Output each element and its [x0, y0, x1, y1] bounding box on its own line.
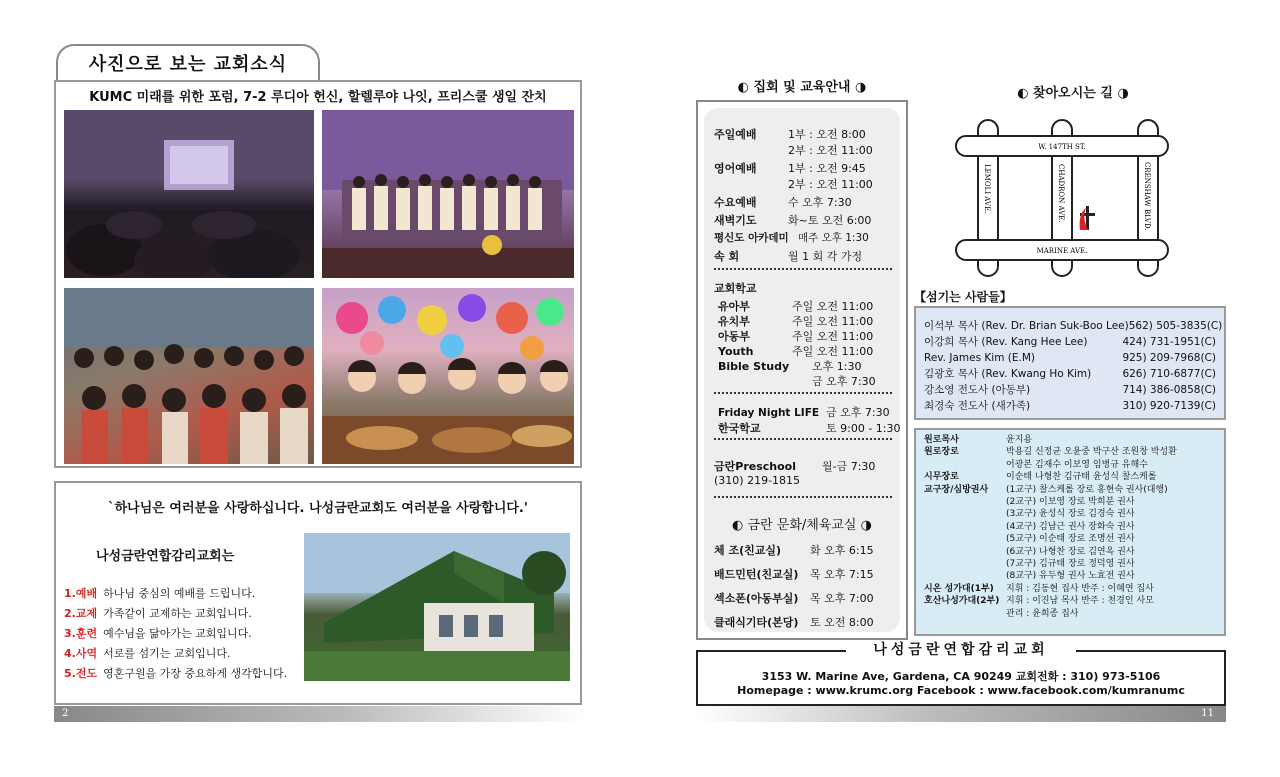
church-intro-title: 나성금란연합감리교회는: [96, 549, 235, 564]
schedule-row: 영어예배 1부 : 오전 9:45: [714, 162, 866, 175]
street-label: W. 147TH ST.: [1038, 143, 1086, 151]
dotted-divider: [714, 268, 892, 270]
elder-row: (8교구) 유두형 권사 노효전 권사: [1006, 571, 1135, 582]
culture-title: ◐ 금란 문화/체육교실 ◑: [732, 518, 872, 533]
street-label: CHADRON AVE.: [1057, 164, 1065, 223]
servant-row: 이석부 목사 (Rev. Dr. Brian Suk-Boo Lee) 562) 505-3835(C): [924, 320, 1223, 332]
church-web: Homepage : www.krumc.org Facebook : www.facebook.com/kumranumc: [737, 684, 1185, 697]
schedule-row: 금 오후 7:30: [812, 375, 876, 388]
street-label: CRENSHAW BLVD.: [1143, 162, 1151, 231]
map-title: ◐ 찾아오시는 길 ◑: [1017, 86, 1129, 101]
servant-row: 강소영 전도사 (아동부) 714) 386-0858(C): [924, 384, 1216, 396]
elder-row: 원로목사 윤지용: [924, 435, 1033, 445]
schedule-row: 한국학교 토 9:00 - 1:30: [718, 422, 901, 435]
church-slogan: `하나님은 여러분을 사랑하십니다. 나성금란교회도 여러분을 사랑합니다.': [108, 501, 528, 516]
schedule-row: 2부 : 오전 11:00: [788, 178, 873, 191]
elder-row: 관리 : 윤희종 집사: [1006, 608, 1079, 619]
schedule-row: Friday Night LIFE 금 오후 7:30: [718, 406, 890, 419]
schedule-row: 평신도 아카데미 매주 오후 1:30: [714, 232, 869, 244]
elder-row: (7교구) 김규태 장로 정덕영 권사: [1006, 559, 1135, 570]
motto-item: 3.훈련 예수님을 닮아가는 교회입니다.: [64, 627, 252, 640]
schedule-title: ◐ 집회 및 교육안내 ◑: [737, 80, 867, 95]
photo-gallery: [54, 80, 582, 468]
motto-item: 1.예배 하나님 중심의 예배를 드립니다.: [64, 587, 256, 600]
servants-list: [914, 306, 1226, 420]
school-title: 교회학교: [714, 282, 757, 295]
page-number-left: 2: [54, 706, 582, 722]
church-name-banner: [696, 640, 1226, 660]
servant-row: 최경숙 전도사 (새가족) 310) 920-7139(C): [924, 400, 1216, 412]
photo-caption: KUMC 미래를 위한 포럼, 7-2 루디아 헌신, 할렐루야 나잇, 프리스쿨 생일 잔치: [89, 90, 547, 105]
elder-row: 시온 성가대(1부) 지휘 : 김동현 집사 반주 : 이혜연 집사: [924, 583, 1154, 594]
photo-forum: [64, 110, 314, 278]
elder-row: 시무장로 이순태 나형찬 김규태 윤성식 찰스케롤: [924, 472, 1157, 483]
servant-row: 김광호 목사 (Rev. Kwang Ho Kim) 626) 710-6877(C): [924, 368, 1216, 380]
street-label: LEMOLI AVE.: [983, 164, 991, 214]
schedule-row: 아동부 주일 오전 11:00: [718, 330, 874, 343]
photo-preschool-birthday: [322, 288, 574, 464]
elder-row: (4교구) 김남근 권사 장화숙 권사: [1006, 521, 1135, 532]
servant-row: Rev. James Kim (E.M) 925) 209-7968(C): [924, 352, 1216, 364]
schedule-row: Youth 주일 오전 11:00: [718, 345, 874, 358]
photo-hallelujah-night: [64, 288, 314, 464]
elder-row: 호산나성가대(2부) 지휘 : 이진남 목사 반주 : 천경인 사모: [924, 596, 1154, 607]
schedule-row: 새벽기도 화~토 오전 6:00: [714, 214, 872, 227]
preschool-phone: (310) 219-1815: [714, 474, 801, 487]
elder-row: (5교구) 이순태 장로 조명선 권사: [1006, 534, 1135, 545]
schedule-row: 유아부 주일 오전 11:00: [718, 300, 874, 313]
schedule-row: 속 회 월 1 회 각 가정: [714, 250, 863, 263]
motto-item: 5.전도 영혼구원을 가장 중요하게 생각합니다.: [64, 667, 288, 680]
schedule-row: 섹소폰(아동부실) 목 오후 7:00: [714, 592, 874, 605]
schedule-row: Bible Study 오후 1:30: [718, 360, 862, 373]
schedule-row: 클래식기타(본당) 토 오전 8:00: [714, 616, 874, 629]
schedule-row: 유치부 주일 오전 11:00: [718, 315, 874, 328]
street-label: MARINE AVE.: [1036, 247, 1088, 255]
directions-map: [952, 118, 1174, 278]
schedule-row: 배드민턴(친교실) 목 오후 7:15: [714, 568, 874, 581]
schedule-row: 2부 : 오전 11:00: [788, 144, 873, 157]
elder-row: (6교구) 나형찬 장로 김연옥 권사: [1006, 546, 1135, 557]
schedule-panel: [696, 100, 908, 640]
photo-lydia-choir: [322, 110, 574, 278]
dotted-divider: [714, 438, 892, 440]
motto-item: 2.교제 가족같이 교제하는 교회입니다.: [64, 607, 252, 620]
church-address: 3153 W. Marine Ave, Gardena, CA 90249 교회전화 : 310) 973-5106: [761, 670, 1161, 683]
elder-row: 원로장로 박용길 신정균 오윤중 박구산 조원창 박성환: [924, 447, 1177, 458]
motto-item: 4.사역 서로를 섬기는 교회입니다.: [64, 647, 231, 660]
elder-row: 교구장/심방권사 (1교구) 찰스케롤 장로 홍현숙 권사(대행): [924, 484, 1168, 495]
elder-row: 어광본 김재수 이보영 임병규 유해수: [1006, 459, 1148, 470]
servant-row: 이강희 목사 (Rev. Kang Hee Lee) 424) 731-1951(C): [924, 336, 1216, 348]
schedule-row: 금란Preschool 월-금 7:30: [714, 460, 876, 473]
church-intro: [54, 481, 582, 705]
divider: [696, 650, 846, 652]
page-number-right: 11: [696, 706, 1226, 722]
dotted-divider: [714, 496, 892, 498]
divider: [1076, 650, 1226, 652]
schedule-row: 주일예배 1부 : 오전 8:00: [714, 128, 866, 141]
section-title: 사진으로 보는 교회소식: [56, 44, 320, 80]
dotted-divider: [714, 392, 892, 394]
church-name: 나성금란연합감리교회: [865, 642, 1056, 658]
elder-row: (2교구) 이보영 장로 박희분 권사: [1006, 497, 1135, 508]
elder-row: (3교구) 윤성식 장로 김경숙 권사: [1006, 509, 1135, 520]
church-location-icon: [1080, 206, 1095, 230]
schedule-row: 수요예배 수 오후 7:30: [714, 196, 852, 209]
schedule-row: 체 조(친교실) 화 오후 6:15: [714, 544, 874, 557]
elders-list: [914, 428, 1226, 636]
servants-title: 【섬기는 사람들】: [914, 290, 1012, 304]
church-building-photo: [304, 533, 570, 681]
